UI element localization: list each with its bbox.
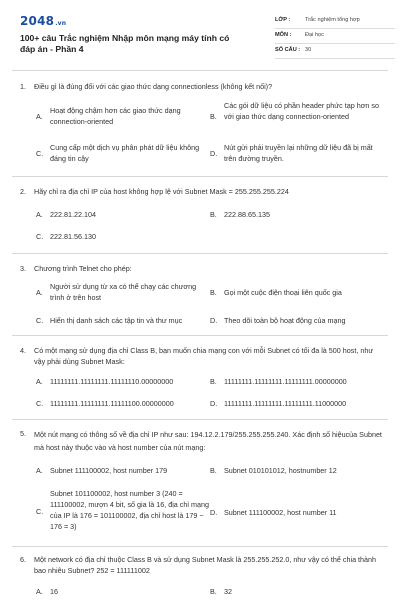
question-1 — [20, 81, 384, 171]
question-6 — [20, 554, 384, 598]
option-text: 11111111.11111111.11111100.00000000 — [50, 399, 174, 408]
option-letter: A. — [36, 587, 43, 596]
option-d[interactable] — [210, 398, 384, 410]
option-letter: D. — [210, 399, 218, 408]
option-text: Subnet 101100002, host number 3 (240 = 111100002, mượn 4 bit, số gia là 16, địa chỉ mạng của IP là 176 = 101100002, địa chỉ host là 179 − 176 = 3) — [50, 489, 209, 531]
site-logo[interactable] — [20, 14, 66, 28]
question-2 — [20, 186, 384, 244]
question-number: 6. — [20, 555, 26, 564]
meta-table — [275, 14, 395, 59]
option-text: Hoạt động chậm hơn các giao thức dạng connection-oriented — [50, 106, 181, 126]
option-letter: A. — [36, 288, 43, 297]
option-a[interactable] — [36, 105, 216, 129]
option-letter: D. — [210, 316, 218, 325]
meta-label: SỐ CÂU : — [275, 47, 301, 53]
option-letter: D. — [210, 149, 218, 158]
meta-label: LỚP : — [275, 17, 291, 23]
option-letter: A. — [36, 377, 43, 386]
option-text: 222.88.65.135 — [224, 210, 270, 219]
option-text: Các gói dữ liệu có phần header phức tạp hơn so với giao thức dạng connection-oriented — [224, 101, 379, 121]
option-d[interactable] — [210, 142, 384, 166]
question-text: Chương trình Telnet cho phép: — [34, 264, 132, 273]
option-letter: C. — [36, 149, 44, 158]
option-text: Subnet 111100002, host number 179 — [50, 466, 168, 475]
divider — [12, 335, 388, 336]
option-d[interactable] — [210, 315, 384, 327]
meta-value: Đại học — [305, 32, 324, 38]
question-number: 3. — [20, 264, 26, 273]
option-text: Subnet 010101012, hostnumber 12 — [224, 466, 337, 475]
question-number: 4. — [20, 346, 26, 355]
option-b[interactable] — [210, 209, 380, 221]
question-text: Một nút mạng có thông số về địa chỉ IP như sau: 194.12.2.179/255.255.255.240. Xác định số hiệucủa Subnet mà host này thuộc vào và host number của nút mạng: — [34, 430, 382, 452]
option-b[interactable] — [210, 586, 380, 598]
meta-row-subject — [275, 29, 395, 44]
question-number: 5. — [20, 429, 26, 438]
option-text: 11111111.11111111.11111111.00000000 — [224, 377, 347, 386]
page-title: 100+ câu Trắc nghiệm Nhập môn mạng máy tính có đáp án - Phần 4 — [20, 33, 230, 54]
option-letter: C. — [36, 316, 44, 325]
option-text: Theo dõi toàn bộ hoạt động của mạng — [224, 316, 346, 325]
option-text: 11111111.11111111.11111111.11000000 — [224, 399, 347, 408]
meta-row-class — [275, 14, 395, 29]
question-text: Có một mạng sử dụng địa chỉ Class B, bạn muốn chia mạng con với mỗi Subnet có tối đa là 500 host, như vậy phải dùng Subnet Mask: — [34, 346, 374, 366]
option-c[interactable] — [36, 142, 216, 166]
option-letter: A. — [36, 466, 43, 475]
option-a[interactable] — [36, 465, 206, 477]
option-letter: B. — [210, 377, 217, 386]
option-letter: B. — [210, 210, 217, 219]
meta-label: MÔN : — [275, 32, 292, 38]
option-text: Gọi một cuộc điện thoại liên quốc gia — [224, 288, 342, 297]
meta-value: 30 — [305, 47, 312, 53]
option-letter: A. — [36, 112, 43, 121]
logo-main: 2048 — [20, 14, 55, 28]
divider — [12, 70, 388, 71]
option-text: 222.81.56.130 — [50, 232, 96, 241]
question-5 — [20, 428, 384, 543]
option-c[interactable] — [36, 315, 216, 327]
option-letter: A. — [36, 210, 43, 219]
option-b[interactable] — [210, 287, 384, 299]
option-letter: C. — [36, 399, 44, 408]
option-c[interactable] — [36, 488, 209, 536]
divider — [12, 176, 388, 177]
option-letter: B. — [210, 112, 217, 121]
option-text: Cung cấp một dịch vụ phân phát dữ liệu không đáng tin cậy — [50, 143, 200, 163]
option-b[interactable] — [210, 465, 384, 477]
option-c[interactable] — [36, 398, 208, 410]
question-text: Một network có địa chỉ thuộc Class B và sử dụng Subnet Mask là 255.255.252.0, như vậy có thể chia thành bao nhiêu Subnet? 252 = 111111002 — [34, 555, 377, 575]
option-a[interactable] — [36, 376, 208, 388]
divider — [12, 253, 388, 254]
option-text: Nút gửi phải truyền lại những dữ liệu đã bị mất trên đường truyền. — [224, 143, 373, 163]
option-d[interactable] — [210, 507, 384, 519]
option-letter: C. — [36, 232, 44, 241]
option-b[interactable] — [210, 100, 384, 134]
option-letter: B. — [210, 466, 217, 475]
option-c[interactable] — [36, 231, 206, 243]
option-a[interactable] — [36, 586, 206, 598]
option-b[interactable] — [210, 376, 384, 388]
option-letter: B. — [210, 587, 217, 596]
option-letter: D. — [210, 508, 218, 517]
option-text: Người sử dụng từ xa có thể chạy các chương trình ở trên host — [50, 282, 197, 302]
question-text: Hãy chỉ ra địa chỉ IP của host không hợp lệ với Subnet Mask = 255.255.255.224 — [34, 187, 289, 196]
question-4 — [20, 345, 384, 415]
meta-row-count — [275, 44, 395, 59]
option-a[interactable] — [36, 209, 206, 221]
option-text: 32 — [224, 587, 232, 596]
option-text: 11111111.11111111.11111110.00000000 — [50, 377, 174, 386]
divider — [12, 419, 388, 420]
option-text: 16 — [50, 587, 58, 596]
question-number: 2. — [20, 187, 26, 196]
option-text: Hiển thị danh sách các tập tin và thư mục — [50, 316, 183, 325]
logo-sub: .vn — [55, 20, 67, 27]
option-text: 222.81.22.104 — [50, 210, 96, 219]
divider — [12, 546, 388, 547]
option-letter: C. — [36, 507, 44, 516]
question-text: Điều gì là đúng đối với các giao thức dạng connectionless (không kết nối)? — [34, 82, 273, 91]
question-3 — [20, 263, 384, 333]
option-text: Subnet 111100002, host number 11 — [224, 508, 337, 517]
question-number: 1. — [20, 82, 26, 91]
document-header — [20, 14, 380, 58]
option-letter: B. — [210, 288, 217, 297]
meta-value: Trắc nghiệm tổng hợp — [305, 17, 360, 23]
option-a[interactable] — [36, 281, 206, 305]
